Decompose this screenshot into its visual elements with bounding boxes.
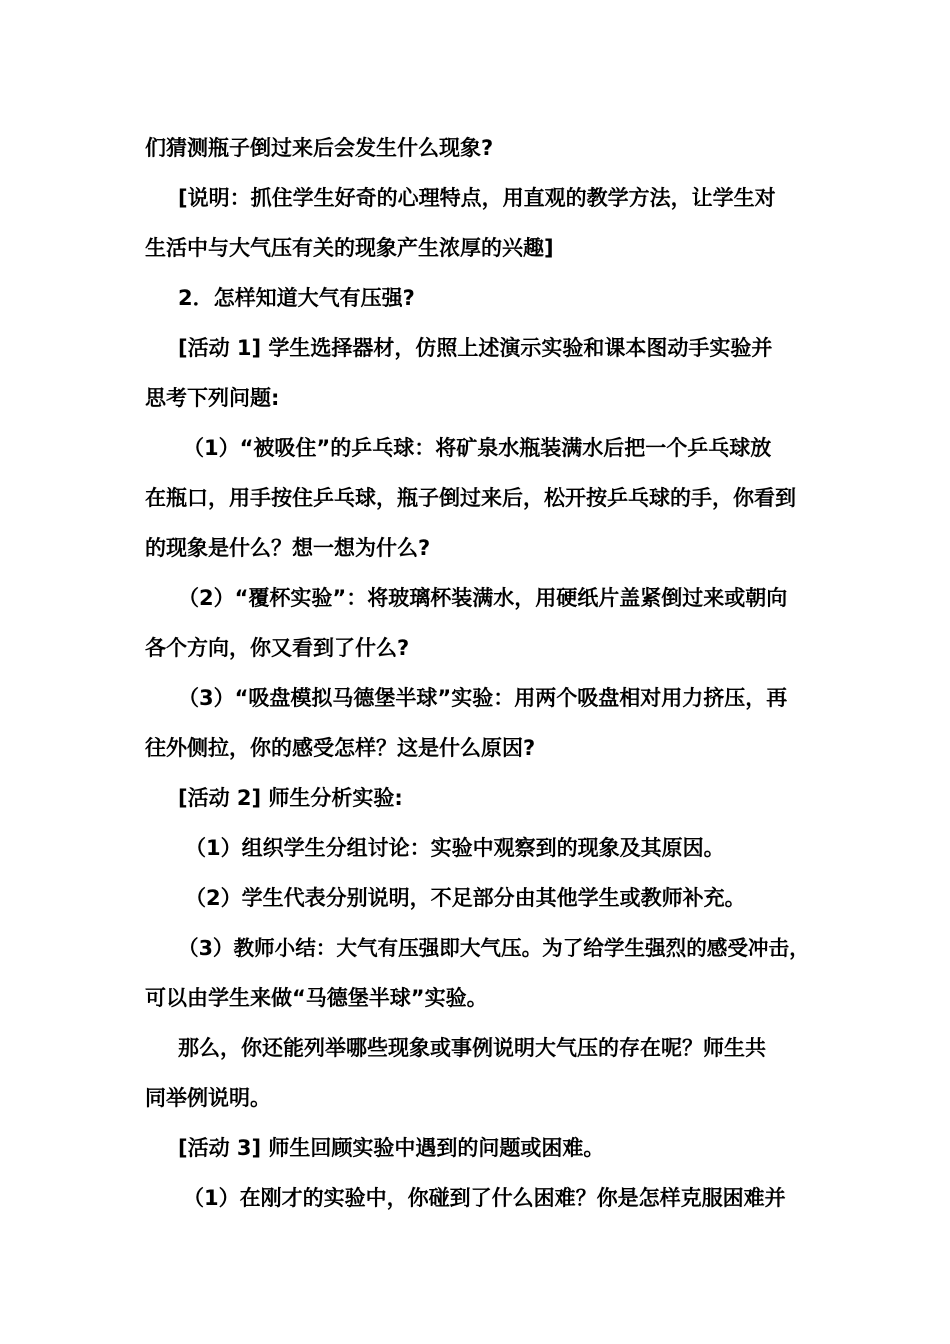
text-line: 生活中与大气压有关的现象产生浓厚的兴趣] <box>145 236 554 260</box>
text-line: 在瓶口，用手按住乒乓球，瓶子倒过来后，松开按乒乓球的手，你看到 <box>145 486 796 510</box>
text-line: [活动 2] 师生分析实验: <box>178 786 403 810</box>
text-line: [说明：抓住学生好奇的心理特点，用直观的教学方法，让学生对 <box>178 186 776 210</box>
text-line: [活动 1] 学生选择器材，仿照上述演示实验和课本图动手实验并 <box>178 336 773 360</box>
text-line: 们猜测瓶子倒过来后会发生什么现象? <box>145 136 494 160</box>
text-line: （1）在刚才的实验中，你碰到了什么困难？你是怎样克服困难并 <box>183 1186 786 1210</box>
text-line: 的现象是什么？想一想为什么? <box>145 536 431 560</box>
text-line: 那么，你还能列举哪些现象或事例说明大气压的存在呢？师生共 <box>178 1036 766 1060</box>
text-line: 思考下列问题: <box>145 386 280 410</box>
text-line: 可以由学生来做“马德堡半球”实验。 <box>145 986 488 1010</box>
text-line: [活动 3] 师生回顾实验中遇到的问题或困难。 <box>178 1136 605 1160</box>
text-line: （3）教师小结：大气有压强即大气压。为了给学生强烈的感受冲击， <box>178 936 810 960</box>
text-line: （2）“覆杯实验”：将玻璃杯装满水，用硬纸片盖紧倒过来或朝向 <box>178 586 788 610</box>
text-line: 各个方向，你又看到了什么? <box>145 636 410 660</box>
text-line: （1）“被吸住”的乒乓球：将矿泉水瓶装满水后把一个乒乓球放 <box>183 436 772 460</box>
text-line: （2）学生代表分别说明，不足部分由其他学生或教师补充。 <box>185 886 746 910</box>
text-line: 同举例说明。 <box>145 1086 271 1110</box>
text-line: （3）“吸盘模拟马德堡半球”实验：用两个吸盘相对用力挤压，再 <box>178 686 788 710</box>
text-line: 往外侧拉，你的感受怎样？这是什么原因? <box>145 736 536 760</box>
section-heading: 2．怎样知道大气有压强? <box>178 286 415 310</box>
text-line: （1）组织学生分组讨论：实验中观察到的现象及其原因。 <box>185 836 725 860</box>
